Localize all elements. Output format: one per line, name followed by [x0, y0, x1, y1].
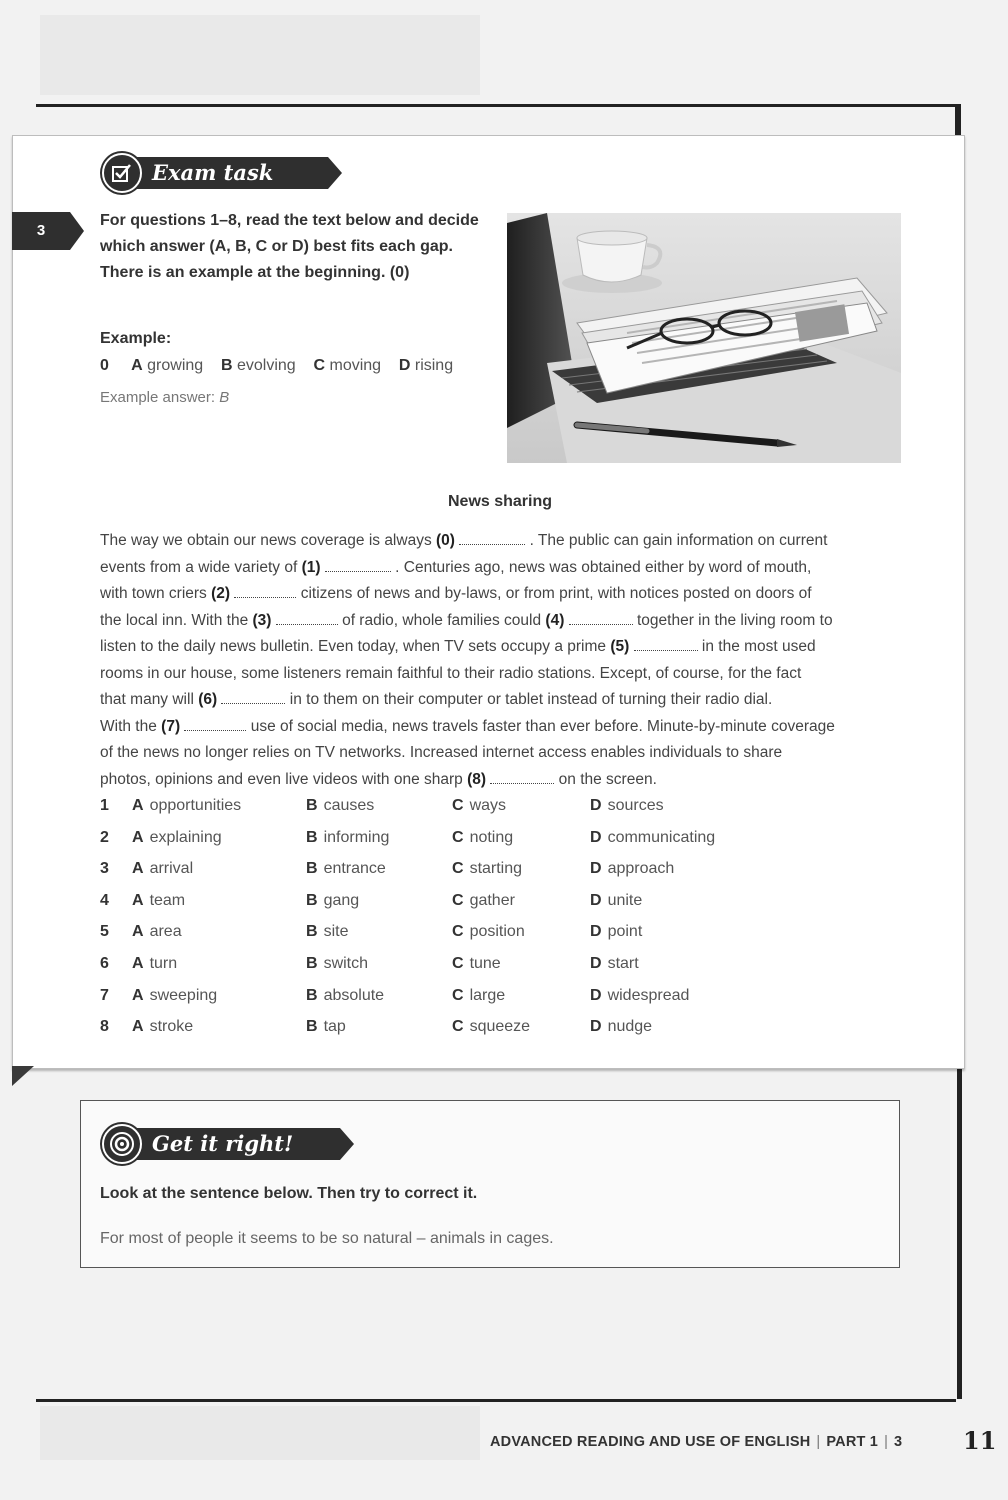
question-row: 4 A team B gang C gather D unite [100, 891, 643, 909]
panel-fold-corner [12, 1066, 34, 1086]
passage-line: the local inn. With the (3) of radio, whole families could (4) together in the living room to [100, 611, 833, 629]
faded-footer-smudge [40, 1406, 480, 1460]
exam-task-title: Exam task [128, 157, 328, 189]
passage-line: photos, opinions and even live videos with one sharp (8) on the screen. [100, 770, 657, 788]
option-a: opportunities [149, 797, 242, 814]
example-answer: Example answer: B [100, 389, 230, 406]
passage-line: with town criers (2) citizens of news and by-laws, or from print, with notices posted on doors of [100, 585, 812, 602]
task-instructions: For questions 1–8, read the text below and decide which answer (A, B, C or D) best fits each gap. There is an example at the beginning. (0) [100, 212, 479, 281]
question-row: 2 A explaining B informing C noting D communicating [100, 828, 716, 846]
get-it-right-title: Get it right! [128, 1128, 340, 1160]
option-a: stroke [149, 1018, 194, 1036]
get-it-right-sentence: For most of people it seems to be so natural – animals in cages. [100, 1230, 554, 1247]
passage-line: that many will (6) in to them on their computer or tablet instead of turning their radio dial. [100, 691, 773, 708]
passage-line: listen to the daily news bulletin. Even today, when TV sets occupy a prime (5) in the most used [100, 638, 816, 655]
option-c: starting [469, 860, 523, 878]
question-row: 6 A turn B switch C tune D start [100, 954, 639, 972]
unit-label: 3 [894, 1434, 903, 1450]
eye-target-icon [102, 1124, 142, 1164]
passage-title: News sharing [447, 493, 553, 510]
option-c: tune [469, 954, 501, 972]
option-d: start [607, 954, 639, 972]
option-a: sweeping [149, 986, 218, 1004]
example-label: Example: [100, 330, 172, 347]
option-b: tap [323, 1018, 346, 1036]
banner-arrow [340, 1128, 354, 1160]
question-row: 7 A sweeping B absolute C large D widespread [100, 986, 690, 1004]
option-a: team [149, 891, 186, 909]
answer-options [100, 797, 800, 1050]
banner-arrow [328, 157, 342, 189]
option-c: squeeze [469, 1018, 531, 1036]
option-d: point [607, 923, 643, 941]
option-b: entrance [323, 860, 386, 878]
passage-line: events from a wide variety of (1) . Centuries ago, news was obtained either by word of mouth, [100, 558, 812, 576]
exam-task-banner [102, 153, 342, 193]
page-footer: ADVANCED READING AND USE OF ENGLISH | PART 1 | 3 [490, 1434, 903, 1450]
passage-line: of the news no longer relies on TV networks. Increased internet access enables individuals to share [100, 744, 783, 761]
option-a: area [149, 923, 182, 941]
get-it-right-banner [102, 1124, 342, 1164]
option-b: switch [323, 954, 369, 972]
option-d: communicating [607, 828, 716, 846]
page-number: 11 [963, 1426, 997, 1455]
option-d: approach [607, 860, 675, 878]
question-tab-arrow [70, 212, 84, 250]
option-b: absolute [323, 986, 385, 1004]
passage-text [100, 528, 900, 793]
question-row: 1 A opportunities B causes C ways D sources [100, 797, 664, 814]
option-c: large [469, 986, 506, 1004]
option-d: widespread [607, 986, 690, 1004]
book-title: ADVANCED READING AND USE OF ENGLISH [490, 1434, 811, 1450]
page-frame-edge [955, 104, 961, 136]
part-label: PART 1 [826, 1434, 879, 1450]
example-options: 0 A growing B evolving C moving D rising [100, 357, 454, 374]
option-a: explaining [149, 828, 222, 846]
page-frame-edge-lower [957, 1066, 962, 1399]
get-it-right-instruction: Look at the sentence below. Then try to correct it. [100, 1185, 478, 1202]
option-a: turn [149, 954, 178, 972]
checkbox-icon [102, 153, 142, 193]
option-b: causes [323, 797, 375, 814]
question-row: 3 A arrival B entrance C starting D approach [100, 860, 675, 878]
option-c: gather [469, 891, 515, 909]
question-row: 5 A area B site C position D point [100, 923, 643, 941]
option-c: ways [469, 797, 507, 814]
option-c: position [469, 923, 525, 941]
passage-line: The way we obtain our news coverage is always (0) . The public can gain information on current [100, 532, 828, 549]
passage-line: rooms in our house, some listeners remain faithful to their radio stations. Except, of course, for the fact [100, 664, 802, 682]
option-b: site [323, 923, 349, 941]
question-row: 8 A stroke B tap C squeeze D nudge [100, 1018, 653, 1036]
option-a: arrival [149, 860, 194, 878]
option-d: sources [607, 797, 664, 814]
option-d: nudge [607, 1018, 653, 1036]
option-c: noting [469, 828, 514, 846]
option-d: unite [607, 891, 643, 909]
option-b: informing [323, 828, 390, 846]
passage-line: With the (7) use of social media, news travels faster than ever before. Minute-by-minute coverage [100, 717, 835, 735]
faded-header-smudge [40, 15, 480, 95]
option-b: gang [323, 891, 360, 909]
question-number-tab: 3 [12, 212, 70, 250]
newspaper-laptop-photo [507, 213, 901, 463]
example-number: 0 [100, 357, 109, 374]
